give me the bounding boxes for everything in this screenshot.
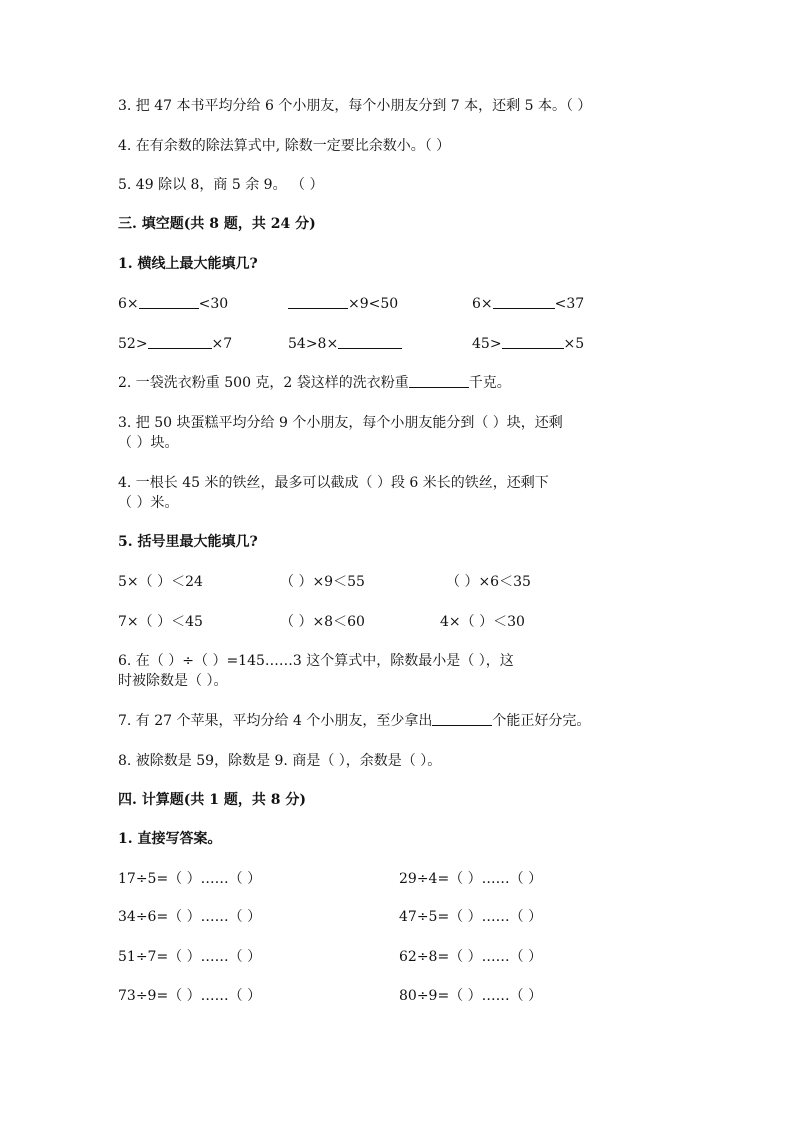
- judge-question-5: 5. 49 除以 8，商 5 余 9。 （ ）: [118, 177, 324, 193]
- answer-blank[interactable]: [148, 334, 212, 349]
- fill-q1-item-4: 52> ×7: [118, 336, 233, 352]
- answer-blank[interactable]: [502, 334, 564, 349]
- answer-blank[interactable]: [432, 711, 492, 726]
- answer-blank[interactable]: [409, 373, 469, 388]
- answer-blank[interactable]: [139, 294, 199, 309]
- calc-item: 62÷8=（ ）……（ ）: [399, 949, 543, 965]
- fill-question-3-line2: （ ）块。: [118, 435, 179, 451]
- fill-q5-item-3: （ ）×6＜35: [446, 574, 531, 590]
- fill-q1-item-1: 6× <30: [118, 296, 229, 312]
- fill-q5-item-6: 4×（ ）＜30: [440, 614, 525, 630]
- fill-q1-item-2: ×9<50: [288, 294, 398, 314]
- fill-question-3-line1: 3. 把 50 块蛋糕平均分给 9 个小朋友，每个小朋友能分到（ ）块，还剩: [118, 415, 563, 431]
- fill-q5-item-2: （ ）×9＜55: [280, 574, 365, 590]
- fill-q1-item-5: 54>8×: [288, 334, 402, 354]
- answer-blank[interactable]: [493, 294, 555, 309]
- fill-question-4-line1: 4. 一根长 45 米的铁丝，最多可以截成（ ）段 6 米长的铁丝，还剩下: [118, 475, 549, 491]
- fill-question-6-line2: 时被除数是（ ）。: [118, 673, 228, 689]
- calc-question-1-stem: 1. 直接写答案。: [118, 831, 222, 847]
- calc-item: 51÷7=（ ）……（ ）: [118, 949, 262, 965]
- calc-item: 80÷9=（ ）……（ ）: [399, 988, 543, 1004]
- judge-question-4: 4. 在有余数的除法算式中, 除数一定要比余数小。（ ）: [118, 138, 451, 154]
- fill-q1-item-6: 45> ×5: [472, 336, 585, 352]
- calc-item: 73÷9=（ ）……（ ）: [118, 988, 262, 1004]
- judge-question-3: 3. 把 47 本书平均分给 6 个小朋友，每个小朋友分到 7 本，还剩 5 本。（ ）: [118, 98, 592, 114]
- fill-q5-item-1: 5×（ ）＜24: [118, 574, 203, 590]
- answer-blank[interactable]: [288, 294, 348, 309]
- fill-question-8: 8. 被除数是 59，除数是 9. 商是（ ），余数是（ ）。: [118, 753, 442, 769]
- fill-q5-item-5: （ ）×8＜60: [280, 614, 365, 630]
- fill-question-7: 7. 有 27 个苹果，平均分给 4 个小朋友，至少拿出 个能正好分完。: [118, 713, 591, 729]
- fill-question-1-stem: 1. 横线上最大能填几?: [118, 256, 258, 272]
- fill-question-4-line2: （ ）米。: [118, 495, 179, 511]
- answer-blank[interactable]: [338, 334, 402, 349]
- fill-question-6-line1: 6. 在（ ）÷（ ）=145……3 这个算式中，除数最小是（ ），这: [118, 653, 514, 669]
- calc-item: 34÷6=（ ）……（ ）: [118, 909, 262, 925]
- section-heading-fill: 三. 填空题(共 8 题，共 24 分): [118, 216, 316, 232]
- calc-item: 29÷4=（ ）……（ ）: [399, 871, 543, 887]
- fill-question-5-stem: 5. 括号里最大能填几?: [118, 534, 258, 550]
- calc-item: 47÷5=（ ）……（ ）: [399, 909, 543, 925]
- calc-item: 17÷5=（ ）……（ ）: [118, 871, 262, 887]
- fill-q1-item-3: 6× <37: [472, 296, 585, 312]
- section-heading-calc: 四. 计算题(共 1 题，共 8 分): [118, 792, 306, 808]
- fill-question-2: 2. 一袋洗衣粉重 500 克，2 袋这样的洗衣粉重 千克。: [118, 375, 511, 391]
- fill-q5-item-4: 7×（ ）＜45: [118, 614, 203, 630]
